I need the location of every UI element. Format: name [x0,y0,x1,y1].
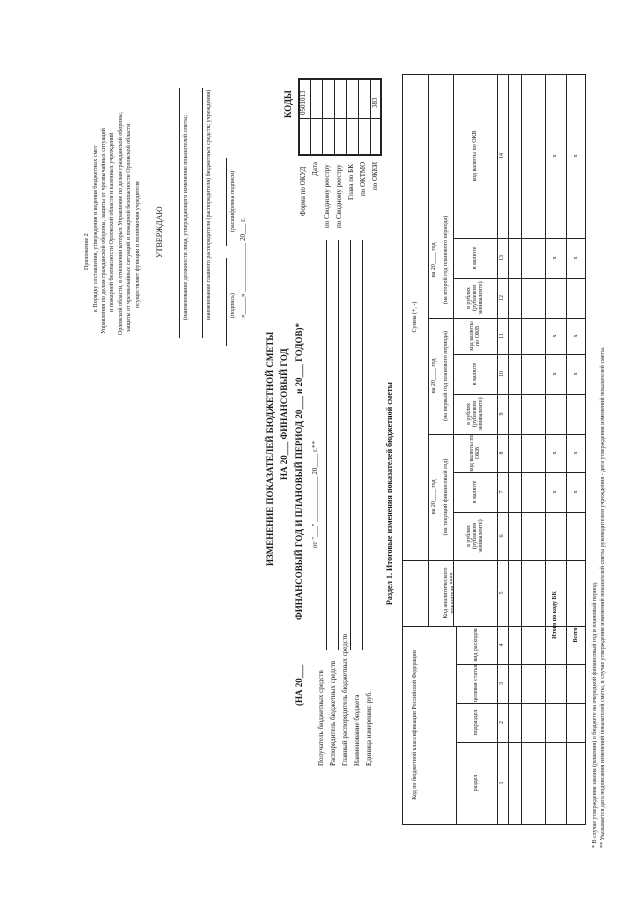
y1-okv: код валюты по ОКВ [468,434,481,472]
appendix-line-2: Управления по делам гражданской обороны, защиты от чрезвычайных ситуаций [101,128,107,334]
appendix-line-5: защиты от чрезвычайных ситуаций и пожарной безопасности Орловской области [126,123,132,332]
approve-signature-caption: (подпись) [230,293,236,318]
year-current-label: на 20____ год [430,479,437,515]
year-first-note: (на первый год планового периода) [442,331,449,421]
x-mark: x [552,334,559,338]
analytic-header: Код аналитического показателя **** [443,567,456,619]
colnum-10: 10 [499,371,506,377]
approve-signature-line [226,258,227,346]
x-mark: x [552,154,559,158]
footnote-1: * В случае утверждения закона (решения) о бюджете на очередной финансовый год и плановый период. [592,581,598,848]
x-mark: x [572,372,579,376]
x-mark: x [552,490,559,494]
bk-col-target: целевая статья [473,664,480,703]
total-bk-label: Итого по коду БК [552,591,559,639]
recipient-label-distributor: Распорядитель бюджетных средств [329,660,337,766]
y1-cur: в валюте [471,480,478,504]
colnum-3: 3 [499,682,506,685]
codes-value-okei: 383 [371,97,379,108]
title-line-3-right: ФИНАНСОВЫЙ ГОД И ПЛАНОВЫЙ ПЕРИОД 20___ и 20___ ГОДОВ)* [294,322,304,620]
approve-head-line [179,88,180,338]
x-mark: x [572,334,579,338]
bk-col-expense: вид расходов [473,628,480,662]
codes-label-oktmo: по ОКТМО [359,161,367,196]
approve-decoding-caption: (расшифровка подписи) [230,170,236,232]
bk-header: Код по бюджетной классификации Российской Федерации [411,650,418,800]
fill-line-main-distributor [350,240,351,650]
colnum-11: 11 [499,333,506,339]
colnum-4: 4 [499,643,506,647]
recipient-label-receiver: Получатель бюджетных средств [317,670,325,766]
colnum-2: 2 [499,721,506,724]
x-mark: x [552,372,559,376]
approve-title: УТВЕРЖДАЮ [155,206,164,258]
title-line-2: НА 20___ ФИНАНСОВЫЙ ГОД [279,348,289,480]
codes-label-date: Дата [311,162,319,176]
appendix-line-1: к Порядку составления, утверждения и ведения бюджетных смет [93,145,99,312]
approve-org-line [202,88,203,338]
colnum-12: 12 [499,295,506,301]
title-date: от "___" _____________ 20____ г.** [311,440,319,548]
codes-label-registry-2: по Сводному реестру [335,164,343,228]
colnum-8: 8 [499,451,506,455]
y2-cur: в валюте [471,362,478,386]
recipient-label-unit: Единица измерения: руб. [365,691,373,766]
approve-date: «_____» ______________ 20___ г. [239,217,247,318]
title-line-1: ИЗМЕНЕНИЕ ПОКАЗАТЕЛЕЙ БЮДЖЕТНОЙ СМЕТЫ [265,331,275,566]
codes-label-okud: Форма по ОКУД [299,166,307,216]
x-mark: x [572,154,579,158]
x-mark: x [572,451,579,455]
year-second-label: на 20____ год [430,242,437,278]
colnum-7: 7 [499,490,506,494]
codes-header: КОДЫ [283,90,293,118]
bk-col-section: раздел [473,774,480,792]
fill-line-receiver [326,240,327,650]
y3-rub: в рублях (рублевом эквиваленте) [465,281,485,315]
colnum-14: 14 [499,153,506,159]
recipient-label-main-distributor: Главный распорядитель бюджетных средств [341,633,349,766]
colnum-5: 5 [499,591,506,595]
approve-org-caption: наименование главного распорядителя (распорядителя) бюджетных средств; учреждения) [206,89,212,320]
x-mark: x [572,490,579,494]
footnote-2: ** Указывается дата подписания изменений показателей сметы, в случае утверждения изменений показателей сметы руководителем учреждения - дата утверждения изменений показателей сметы. [600,346,606,848]
codes-label-okei: по ОКЕИ [371,161,379,190]
colnum-9: 9 [499,412,506,416]
codes-value-okud: 0501013 [299,90,307,115]
colnum-13: 13 [499,255,506,261]
y1-rub: в рублях (рублевом эквиваленте) [465,519,485,553]
appendix-line-3: и пожарной безопасности Орловской области и казенных учреждений [109,132,115,312]
fill-line-budget-name [362,240,363,650]
x-mark: x [572,256,579,260]
x-mark: x [552,451,559,455]
appendix-line-4: Орловской области, в отношении которых Управление по делам гражданской обороны, [118,111,124,335]
year-current-note: (на текущий финансовый год) [442,458,449,536]
appendix-label: Приложение 2 [84,233,90,270]
y2-rub: в рублях (рублевом эквиваленте) [465,397,485,431]
codes-label-registry-1: по Сводному реестру [323,164,331,228]
approve-head-caption: (наименование должности лица, утверждающего изменение показателей сметы; [183,115,189,320]
total-label: Всего [572,627,579,643]
colnum-6: 6 [499,534,506,538]
fill-line-distributor [338,240,339,650]
sum-header: Сумма (+, -) [411,301,418,333]
y2-okv: код валюты по ОКВ [468,321,481,351]
y3-okv: код валюты по ОКВ [471,130,478,182]
bk-col-subsection: подраздел [473,709,480,736]
recipient-label-budget-name: Наименование бюджета [353,694,361,766]
year-second-note: (на второй год планового периода) [442,215,449,305]
x-mark: x [552,256,559,260]
year-first-label: на 20____ год [430,358,437,394]
colnum-1: 1 [499,781,506,785]
y3-cur: в валюте [471,246,478,270]
approve-decoding-line [226,158,227,246]
codes-label-bk: Глава по БК [347,164,355,200]
section1-title: Раздел 1. Итоговые изменения показателей бюджетной сметы [385,382,394,605]
title-line-3-left: (НА 20___ [294,664,304,706]
appendix-line-6: осуществляет функции и полномочия учредителя [135,181,141,308]
